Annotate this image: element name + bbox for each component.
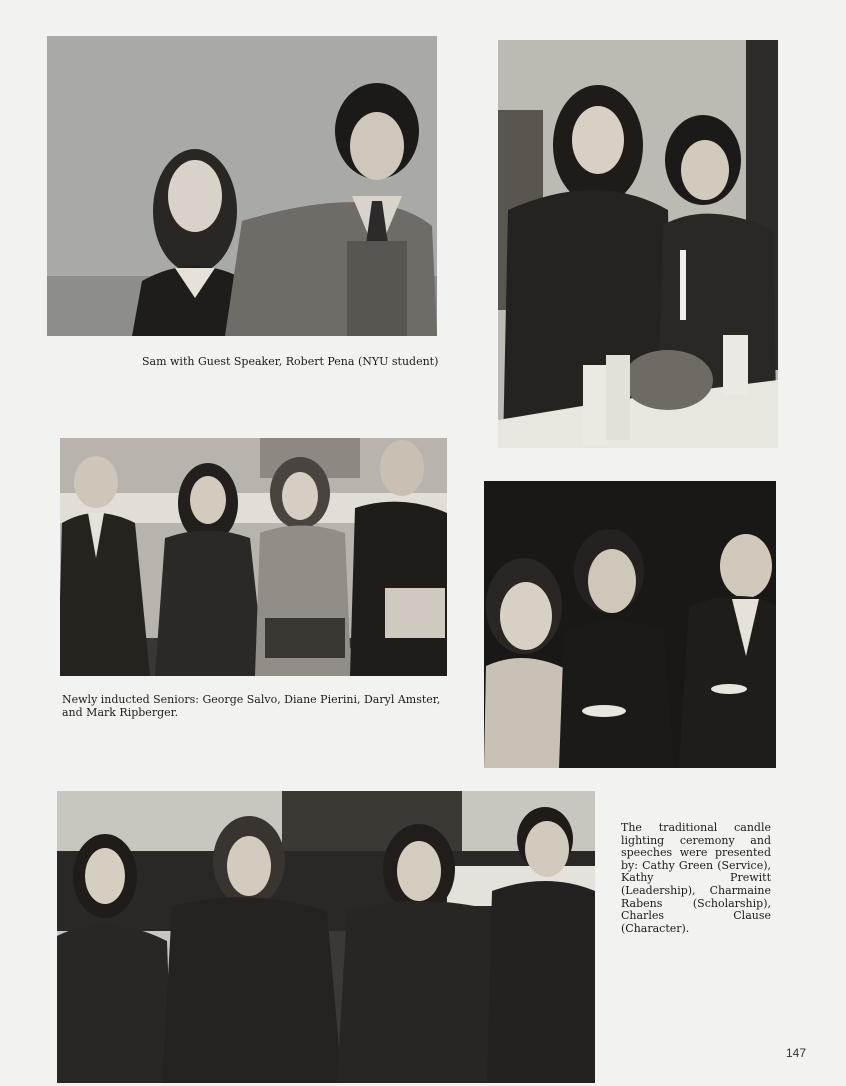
photo-candle-ceremony-students — [57, 791, 595, 1083]
caption-seniors-line2: and Mark Ripberger. — [62, 706, 179, 719]
photo-punch-table — [498, 40, 778, 448]
caption-inducted-seniors — [62, 693, 452, 719]
caption-candle-ceremony: The traditional candle lighting ceremony and speeches were presented by: Cathy Green (Service), Kathy Prewitt (Leadership), Charmaine Rabens (Scholarship), Charles Clause (Character). — [621, 821, 771, 935]
caption-guest-speaker: Sam with Guest Speaker, Robert Pena (NYU student) — [142, 355, 439, 368]
photo-inducted-seniors — [60, 438, 447, 676]
caption-seniors-line1: Newly inducted Seniors: George Salvo, Diane Pierini, Daryl Amster, — [62, 693, 441, 706]
photo-guest-speaker — [47, 36, 437, 336]
page-number: 147 — [786, 1046, 807, 1060]
photo-cake-guests — [484, 481, 776, 768]
